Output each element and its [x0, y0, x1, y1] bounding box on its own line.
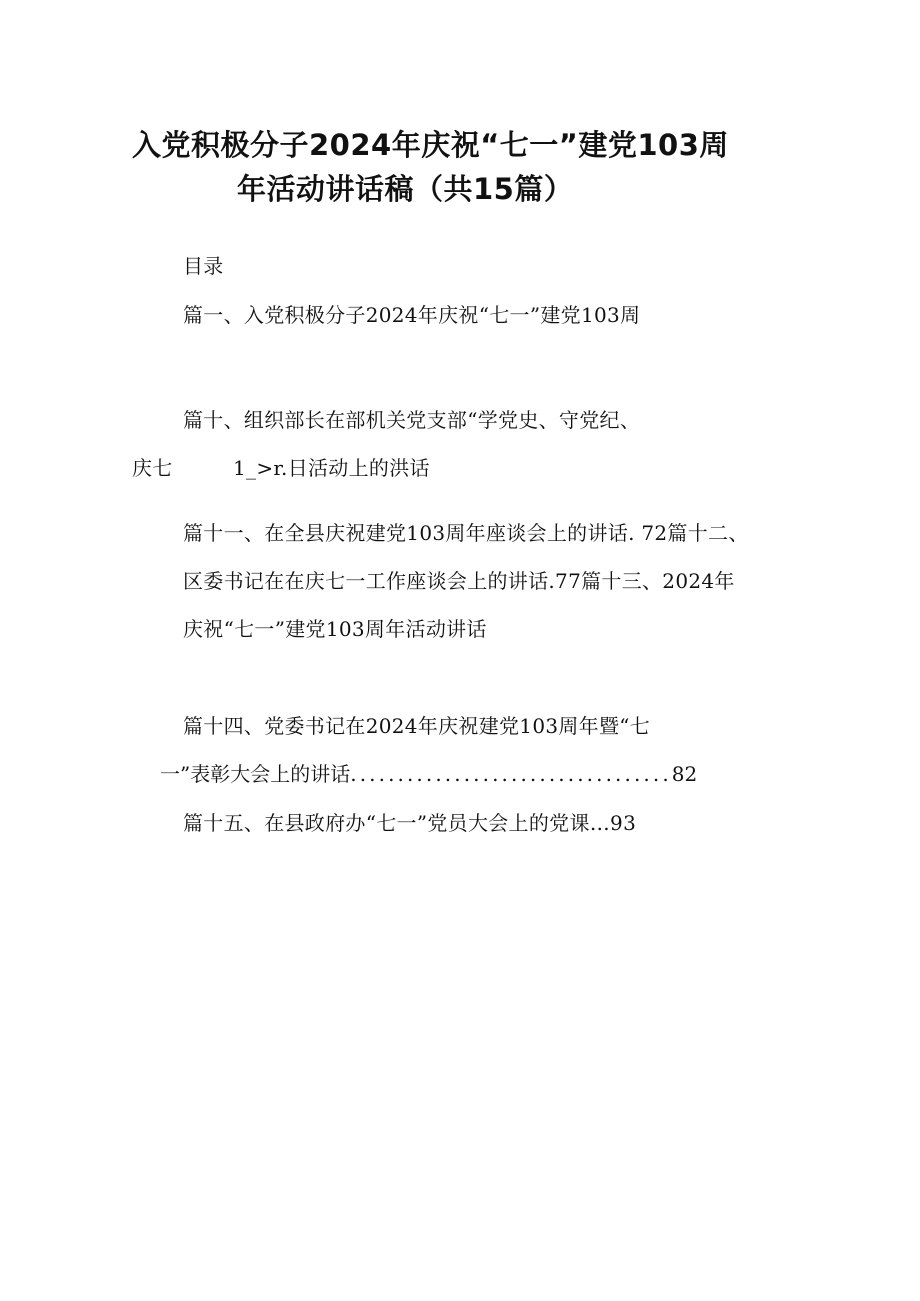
toc-entry-1: 篇一、入党积极分子2024年庆祝“七一”建党103周	[183, 303, 641, 327]
document-title-line-2: 年活动讲话稿（共15篇）	[237, 172, 574, 206]
toc-leader-dots: ..................................	[350, 762, 672, 786]
toc-entry-14-line-2	[160, 761, 697, 787]
toc-entry-13-cont: 庆祝“七一”建党103周年活动讲话	[183, 617, 487, 641]
toc-entry-10-line-2a: 庆七	[132, 456, 173, 480]
toc-entry-15: 篇十五、在县政府办“七一”党员大会上的党课…93	[183, 811, 637, 835]
toc-entry-14-line-1: 篇十四、党委书记在2024年庆祝建党103周年暨“七	[183, 714, 651, 738]
toc-entry-10-line-2b: 1_>r.日活动上的洪话	[233, 456, 430, 480]
document-title-line-1: 入党积极分子2024年庆祝“七一”建党103周	[132, 128, 729, 162]
toc-heading: 目录	[183, 254, 224, 278]
toc-entry-10-line-1: 篇十、组织部长在部机关党支部“学党史、守党纪、	[183, 408, 641, 432]
toc-entry-14-text: 一”表彰大会上的讲话	[160, 762, 351, 786]
toc-entry-12-13: 区委书记在在庆七一工作座谈会上的讲话.77篇十三、2024年	[183, 569, 735, 593]
toc-entry-11-12: 篇十一、在全县庆祝建党103周年座谈会上的讲话. 72篇十二、	[183, 521, 749, 545]
toc-page-number: 82	[671, 762, 698, 786]
